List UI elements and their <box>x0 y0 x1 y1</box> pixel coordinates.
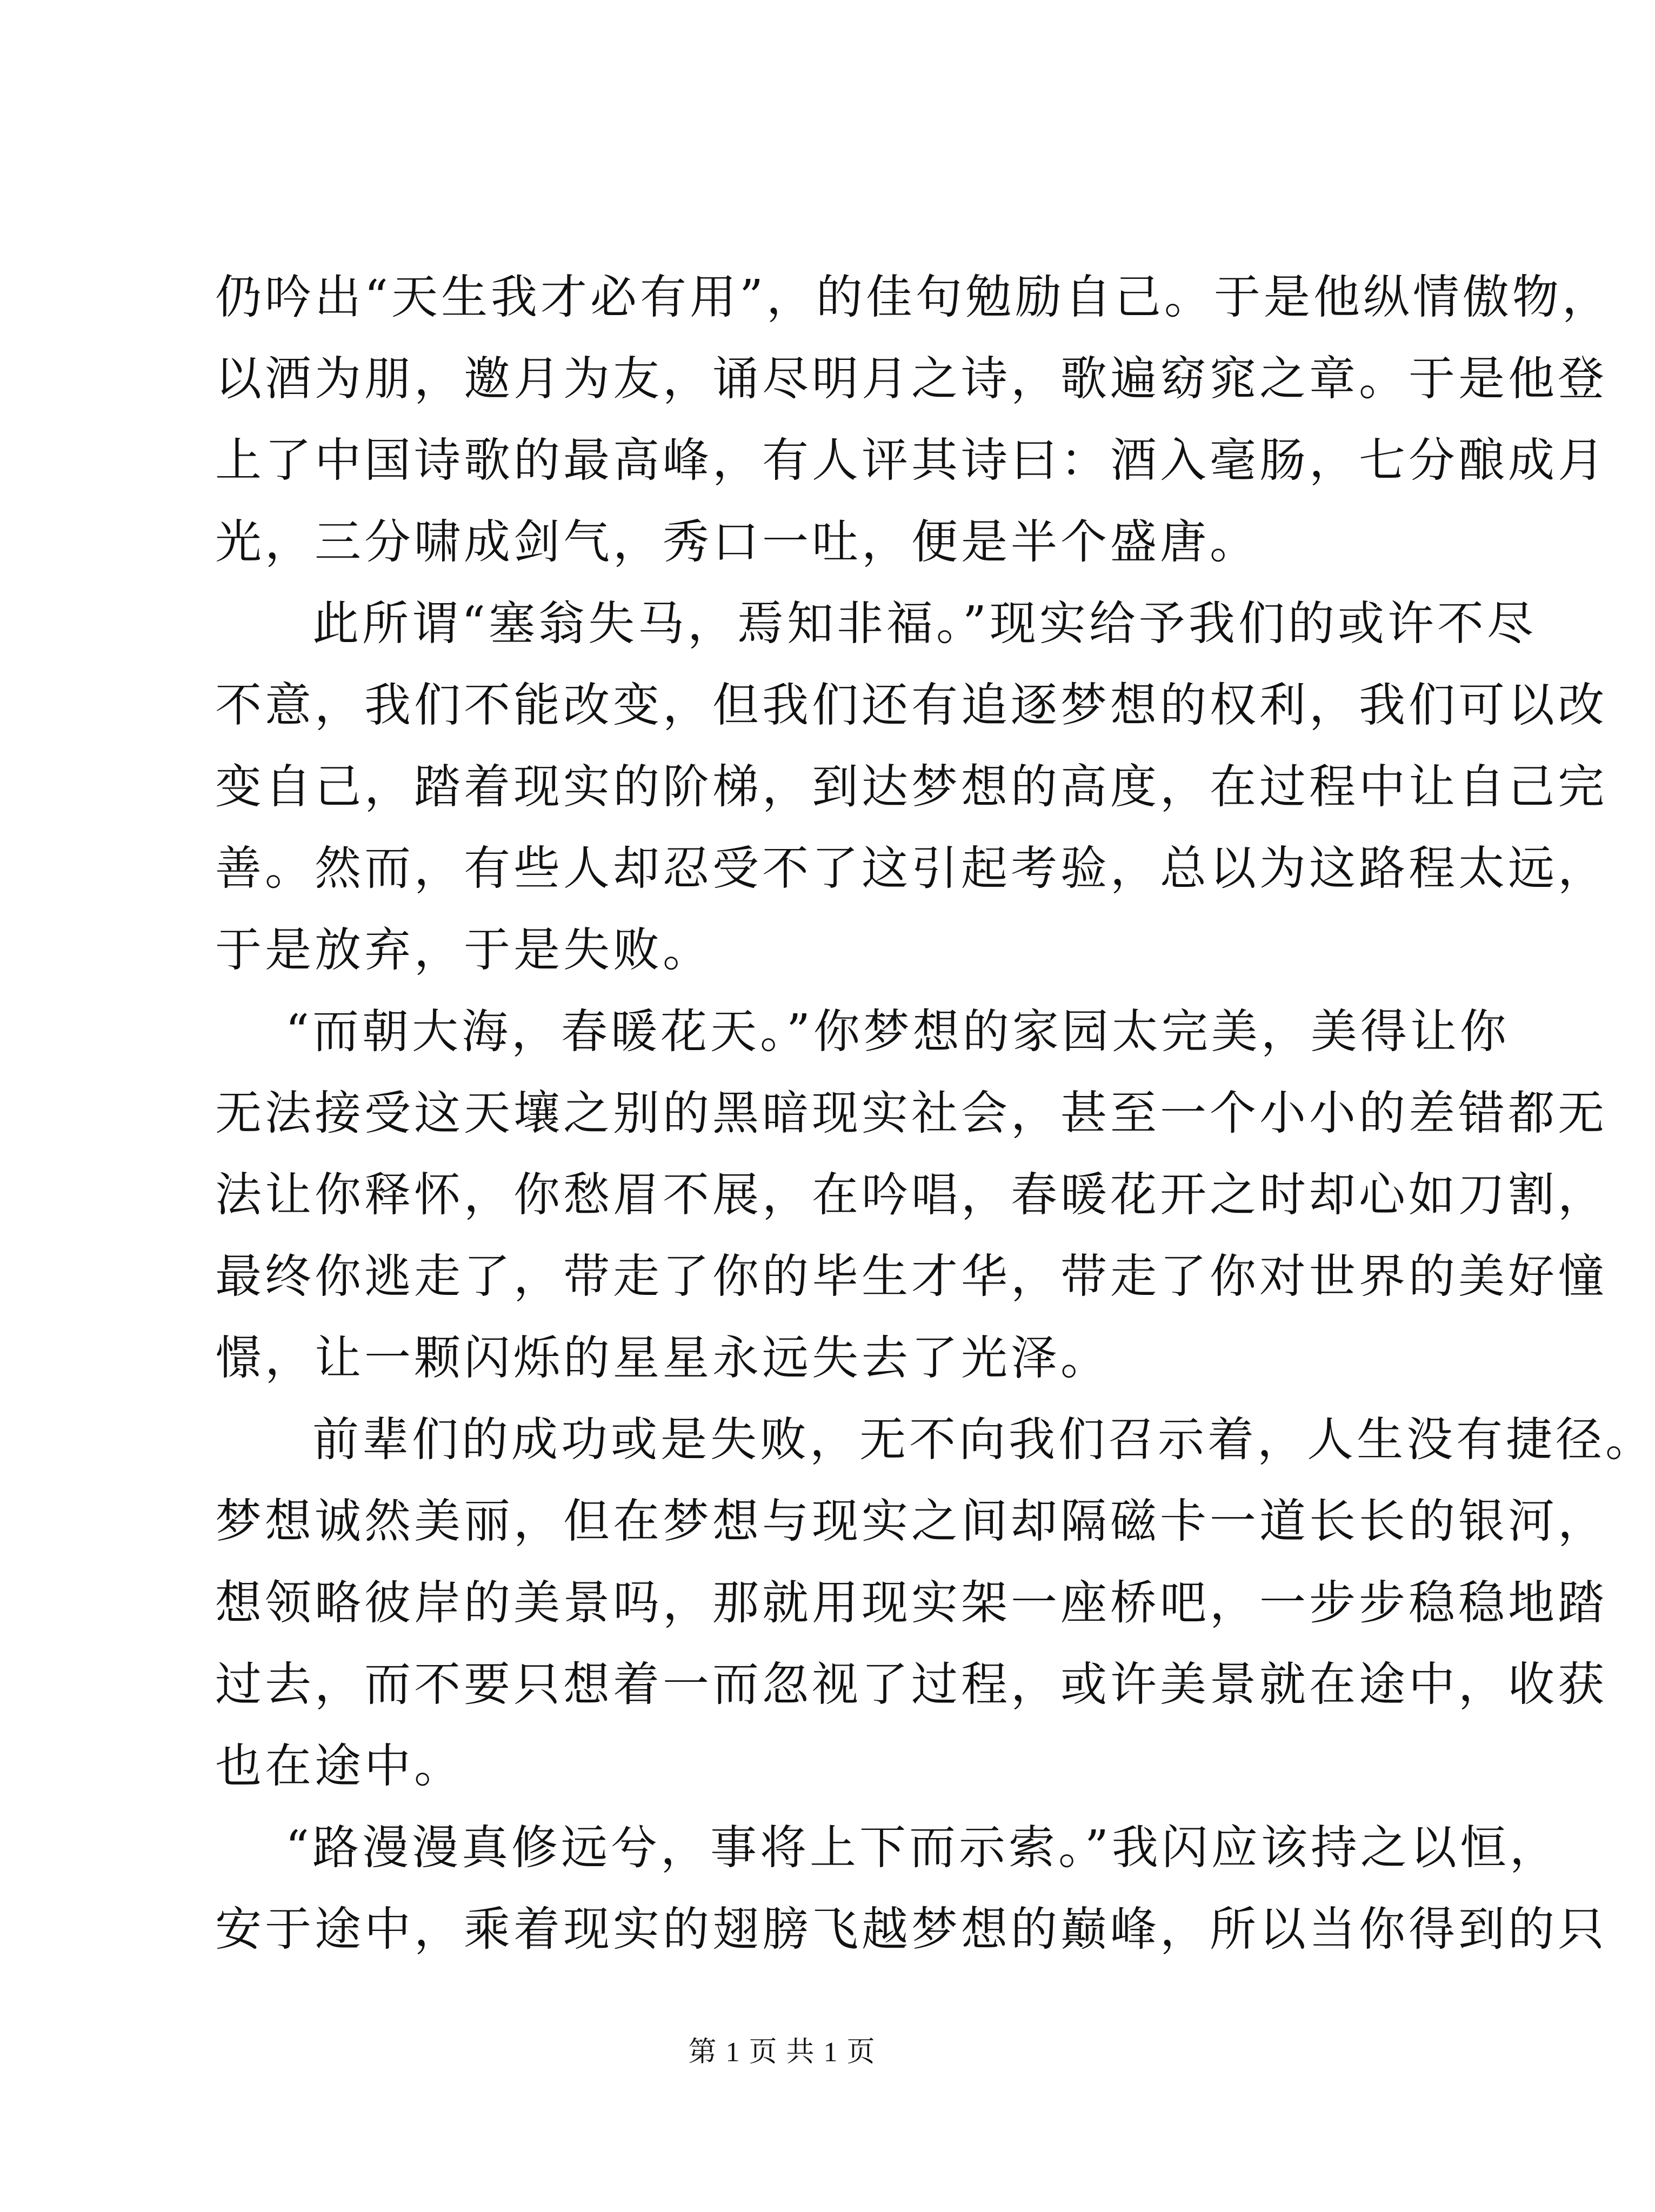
text-line: 也在途中。 <box>215 1739 464 1793</box>
text-line: 憬，让一颗闪烁的星星永远失去了光泽。 <box>215 1331 1110 1385</box>
text-line: 梦想诚然美丽，但在梦想与现实之间却隔磁卡一道长长的银河， <box>215 1494 1607 1548</box>
text-line: 善。然而，有些人却忍受不了这引起考验，总以为这路程太远， <box>215 841 1607 896</box>
paragraph-4 <box>215 1399 1655 1807</box>
text-line: 安于途中，乘着现实的翅膀飞越梦想的巅峰，所以当你得到的只 <box>215 1902 1607 1956</box>
paragraph-1 <box>215 257 1612 583</box>
text-line: 以酒为朋，邀月为友，诵尽明月之诗，歌遍窈窕之章。于是他登 <box>215 352 1607 406</box>
text-line: 前辈们的成功或是失败，无不向我们召示着，人生没有捷径。 <box>312 1413 1655 1467</box>
paragraph-3 <box>215 991 1607 1399</box>
document-body <box>215 257 1655 1970</box>
text-line: 于是放弃，于是失败。 <box>215 923 712 977</box>
text-line: 过去，而不要只想着一而忽视了过程，或许美景就在途中，收获 <box>215 1658 1607 1712</box>
text-line: 不意，我们不能改变，但我们还有追逐梦想的权利，我们可以改 <box>215 678 1607 732</box>
page-number-label: 第 1 页 共 1 页 <box>688 2037 876 2068</box>
text-line: 此所谓“塞翁失马，焉知非福。”现实给予我们的或许不尽 <box>312 597 1537 651</box>
text-line: 最终你逃走了，带走了你的毕生才华，带走了你对世界的美好憧 <box>215 1249 1607 1304</box>
text-line: “路漫漫真修远兮，事将上下而示索。”我闪应该持之以恒， <box>285 1821 1559 1875</box>
text-line: 仍吟出“天生我才必有用”，的佳句勉励自己。于是他纵情傲物， <box>215 270 1612 324</box>
paragraph-2 <box>215 583 1607 991</box>
paragraph-5 <box>215 1807 1607 1970</box>
text-line: 光，三分啸成剑气，秀口一吐，便是半个盛唐。 <box>215 515 1259 569</box>
page-footer <box>0 2036 1564 2069</box>
text-line: 上了中国诗歌的最高峰，有人评其诗曰：酒入毫肠，七分酿成月 <box>215 433 1607 487</box>
text-line: 法让你释怀，你愁眉不展，在吟唱，春暖花开之时却心如刀割， <box>215 1168 1607 1222</box>
text-line: 想领略彼岸的美景吗，那就用现实架一座桥吧，一步步稳稳地踏 <box>215 1576 1607 1630</box>
text-line: “而朝大海，春暖花天。”你梦想的家园太完美，美得让你 <box>285 1005 1510 1059</box>
text-line: 变自己，踏着现实的阶梯，到达梦想的高度，在过程中让自己完 <box>215 760 1607 814</box>
text-line: 无法接受这天壤之别的黑暗现实社会，甚至一个小小的差错都无 <box>215 1086 1607 1140</box>
